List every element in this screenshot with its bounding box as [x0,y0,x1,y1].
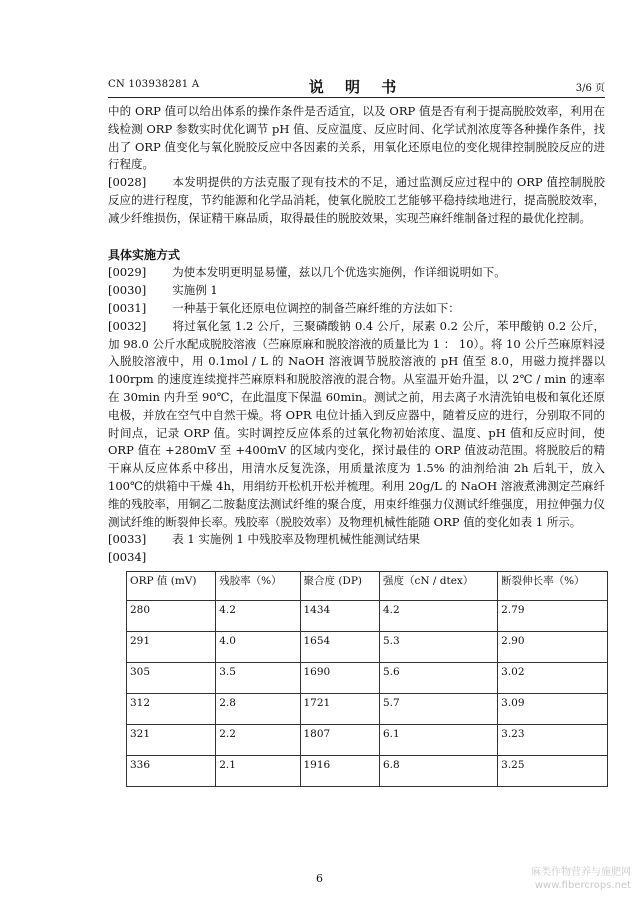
table-cell: 2.90 [498,631,608,662]
column-header-strength: 强度（cN / dtex） [380,571,498,600]
watermark-url: www.fibercrops.net [534,880,631,891]
table-cell: 3.5 [216,662,300,693]
page-header [108,76,605,96]
site-watermark [531,866,631,892]
table-cell: 1807 [300,724,380,755]
table-cell: 291 [127,631,216,662]
table-cell: 305 [127,662,216,693]
table-cell: 2.79 [498,600,608,631]
paragraph-0029 [108,264,605,282]
table-row [127,755,608,786]
watermark-title: 麻类作物营养与施肥网 [531,867,631,878]
table-cell: 3.25 [498,755,608,786]
table-row [127,693,608,724]
paragraph-tag: [0033] [108,532,147,547]
table-row [127,631,608,662]
table-cell: 2.1 [216,755,300,786]
paragraph-text: 为使本发明更明显易懂，兹以几个优选实施例，作详细说明如下。 [172,265,506,280]
paragraph-tag: [0029] [108,265,147,280]
table-cell: 4.2 [380,600,498,631]
table-cell: 1654 [300,631,380,662]
paragraph-0031 [108,300,605,318]
paragraph-text: 将过氧化氢 1.2 公斤，三聚磷酸钠 0.4 公斤，尿素 0.2 公斤，苯甲酸钠 0.2 公斤，加 98.0 公斤水配成脱胶溶液（苎麻原麻和脱胶溶液的质量比为 1 ： 10）。将 10 公斤苎麻原料浸入脱胶溶液中，用 0.1mol / L 的 NaOH 溶液调节脱胶溶液的 pH 值至 8.0，用磁力搅拌器以 100rpm 的速度连续搅拌苎麻原料和脱胶溶液的混合物。从室温开始升温，以 2℃ / min 的速率在 30min 内升至 90℃，在此温度下保温 60min。测试之前，用去离子水清洗铂电极和氧化还原电极，并放在空气中自然干燥。将 OPR 电位计插入到反应器中，随着反应的进行，分别取不同的时间点，记录 ORP 值。实时调控反应体系的过氧化物初始浓度、温度、pH 值和反应时间，使 ORP 值在 +280mV 至 +400mV 的区域内变化，探讨最佳的 ORP 值波动范围。将脱胶后的精干麻从反应体系中移出，用清水反复洗涤，用质量浓度为 1.5% 的油剂给油 2h 后轧干，放入 100℃的烘箱中干燥 4h，用绢纺开松机开松并梳理。利用 20g/L 的 NaOH 溶液煮沸测定苎麻纤维的残胶率，用铜乙二胺黏度法测试纤维的聚合度，用束纤维强力仪测试纤维强度，用拉伸强力仪测试纤维的断裂伸长率。残胶率（脱胶效率）及物理机械性能随 ORP 值的变化如表 1 所示。 [108,318,605,529]
table-cell: 2.8 [216,693,300,724]
table-cell: 4.0 [216,631,300,662]
paragraph-tag: [0028] [108,175,147,190]
document-body [108,103,605,787]
table-cell: 5.6 [380,662,498,693]
paragraph-tag: [0034] [108,550,147,565]
paragraph-text: 本发明提供的方法克服了现有技术的不足，通过监测反应过程中的 ORP 值控制脱胶反应的进行程度，节约能源和化学品消耗，使氧化脱胶工艺能够平稳持续地进行，提高脱胶效率，减少纤维损伤，保证精干麻品质，取得最佳的脱胶效果，实现苎麻纤维制备过程的最优化控制。 [108,175,605,225]
results-table [126,571,608,787]
table-row [127,662,608,693]
table-cell: 1690 [300,662,380,693]
page-number: 6 [316,872,323,885]
table-row [127,724,608,755]
paragraph-text: 一种基于氧化还原电位调控的制备苎麻纤维的方法如下： [172,300,460,315]
table-cell: 6.8 [380,755,498,786]
paragraph-tag: [0030] [108,283,147,298]
patent-number: CN 103938281 A [108,79,200,90]
paragraph-0030 [108,282,605,300]
table-cell: 1721 [300,693,380,724]
table-cell: 4.2 [216,600,300,631]
paragraph-0033 [108,531,605,549]
table-cell: 312 [127,693,216,724]
table-cell: 2.2 [216,724,300,755]
table-cell: 336 [127,755,216,786]
table-cell: 1916 [300,755,380,786]
table-caption: 表 1 实施例 1 中残胶率及物理机械性能测试结果 [172,532,421,547]
paragraph-0032 [108,318,605,532]
table-cell: 5.3 [380,631,498,662]
column-header-elongation: 断裂伸长率（%） [498,571,608,600]
column-header-residual-gum: 残胶率（%） [216,571,300,600]
table-cell: 3.09 [498,693,608,724]
column-header-orp: ORP 值 (mV) [127,571,216,600]
paragraph-0028 [108,174,605,227]
table-cell: 1434 [300,600,380,631]
table-cell: 321 [127,724,216,755]
header-divider [108,97,605,98]
paragraph-tag: [0032] [108,318,147,333]
page-indicator: 3/6 页 [575,83,605,94]
table-row [127,600,608,631]
table-cell: 5.7 [380,693,498,724]
paragraph-0034 [108,549,605,567]
table-header-row [127,571,608,600]
table-cell: 6.1 [380,724,498,755]
section-title: 具体实施方式 [108,247,181,262]
table-cell: 3.23 [498,724,608,755]
table-cell: 280 [127,600,216,631]
column-header-polymerization: 聚合度 (DP) [300,571,380,600]
document-title: 说 明 书 [308,78,405,96]
table-cell: 3.02 [498,662,608,693]
paragraph-tag: [0031] [108,300,147,315]
paragraph-text: 实施例 1 [172,283,218,298]
paragraph-continued: 中的 ORP 值可以给出体系的操作条件是否适宜，以及 ORP 值是否有利于提高脱胶效率，利用在线检测 ORP 参数实时优化调节 pH 值、反应温度、反应时间、化学试剂浓度等各种操作条件，找出了 ORP 值变化与氧化脱胶反应中各因素的关系，用氧化还原电位的变化规律控制脱胶反应的进行程度。 [108,104,605,172]
